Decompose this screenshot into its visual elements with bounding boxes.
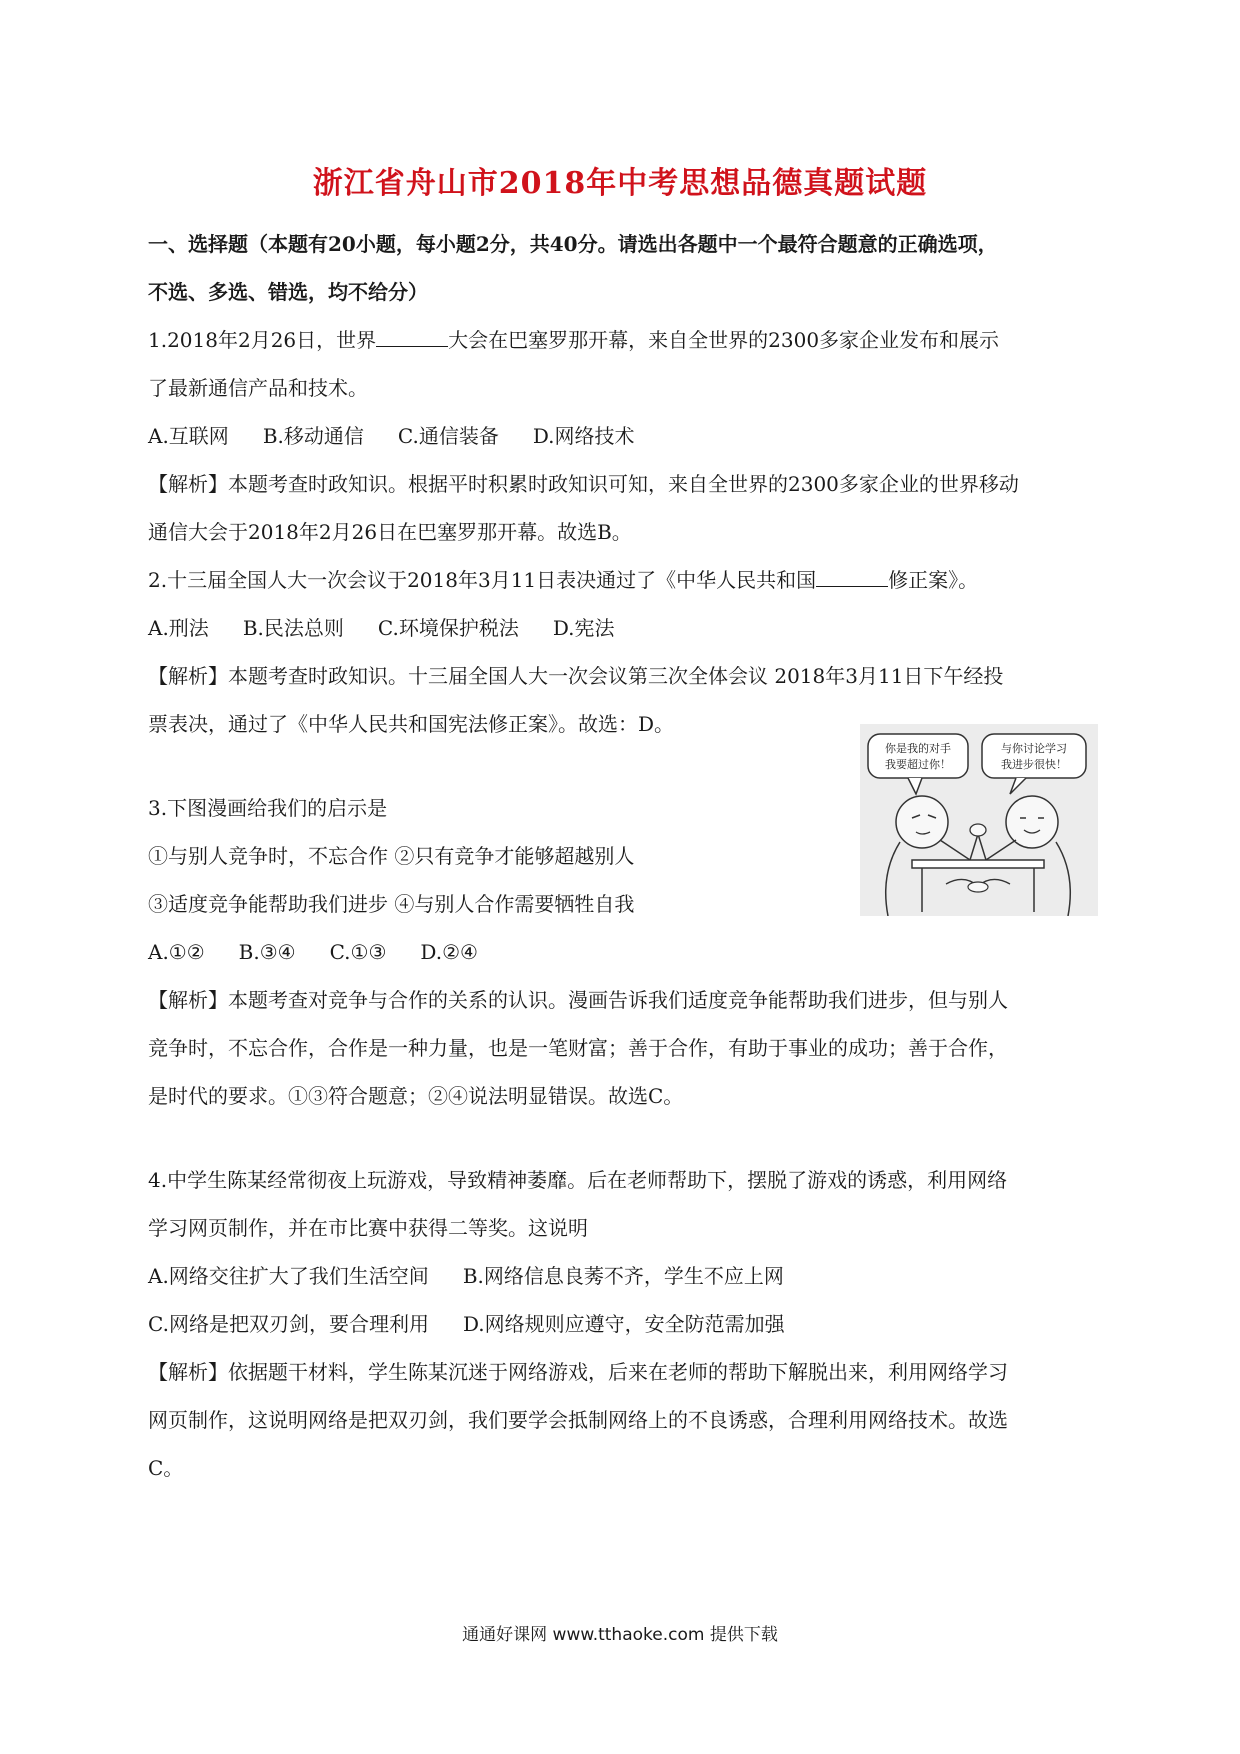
q3-option-b: B.③④ [238, 940, 296, 964]
q1-options [148, 412, 1098, 460]
spacer [148, 1120, 1098, 1156]
q1-option-b: B.移动通信 [262, 424, 364, 448]
q4-stem-line2: 学习网页制作，并在市比赛中获得二等奖。这说明 [148, 1216, 588, 1240]
q4-options-row2 [148, 1300, 1098, 1348]
q1-stem-part-a: 1.2018年2月26日，世界 [148, 328, 377, 352]
section-heading-line1: 一、选择题（本题有20小题，每小题2分，共40分。请选出各题中一个最符合题意的正确选项， [148, 232, 998, 256]
q2-option-b: B.民法总则 [242, 616, 344, 640]
section-heading-line2: 不选、多选、错选，均不给分） [148, 280, 428, 304]
q1-fill-blank [376, 326, 448, 347]
q4-option-a: A.网络交往扩大了我们生活空间 [148, 1264, 429, 1288]
q2-option-d: D.宪法 [552, 616, 615, 640]
q3-option-d: D.②④ [420, 940, 478, 964]
q3-items-line2: ③适度竞争能帮助我们进步 ④与别人合作需要牺牲自我 [148, 892, 635, 916]
q4-analysis-line1: 【解析】依据题干材料，学生陈某沉迷于网络游戏，后来在老师的帮助下解脱出来，利用网络学习 [148, 1360, 1008, 1384]
q2-fill-blank [816, 566, 888, 587]
q4-option-b: B.网络信息良莠不齐，学生不应上网 [462, 1264, 784, 1288]
question-2 [148, 556, 1098, 748]
q3-option-a: A.①② [148, 940, 205, 964]
q3-options [148, 928, 1098, 976]
q1-option-a: A.互联网 [148, 424, 229, 448]
section-heading [148, 220, 1098, 316]
page-footer: 通通好课网 www.tthaoke.com 提供下载 [462, 1625, 778, 1645]
q1-option-d: D.网络技术 [532, 424, 635, 448]
q1-stem-part-b: 大会在巴塞罗那开幕，来自全世界的2300多家企业发布和展示 [448, 328, 1000, 352]
q3-items-line1: ①与别人竞争时，不忘合作 ②只有竞争才能够超越别人 [148, 844, 635, 868]
document-body [148, 220, 1098, 1492]
q4-options-row1 [148, 1252, 1098, 1300]
cartoon-right-bubble-line1: 与你讨论学习 [1001, 742, 1067, 755]
q1-stem-line2: 了最新通信产品和技术。 [148, 376, 368, 400]
q1-stem-line1 [148, 316, 1098, 364]
cartoon-left-bubble-line2: 我要超过你！ [885, 758, 951, 771]
q2-stem-part-b: 修正案》。 [888, 568, 979, 592]
q2-options [148, 604, 1098, 652]
q3-stem: 3.下图漫画给我们的启示是 [148, 796, 388, 820]
q1-analysis-line1: 【解析】本题考查时政知识。根据平时积累时政知识可知，来自全世界的2300多家企业的世界移动 [148, 472, 1019, 496]
question-3 [148, 742, 1098, 1120]
q4-option-d: D.网络规则应遵守，安全防范需加强 [462, 1312, 785, 1336]
q2-analysis-line2: 票表决，通过了《中华人民共和国宪法修正案》。故选：D。 [148, 712, 675, 736]
q2-option-c: C.环境保护税法 [377, 616, 519, 640]
question-1 [148, 316, 1098, 556]
question-4 [148, 1156, 1098, 1492]
competition-cooperation-cartoon [860, 724, 1098, 916]
q1-analysis-line2: 通信大会于2018年2月26日在巴塞罗那开幕。故选B。 [148, 520, 632, 544]
q2-option-a: A.刑法 [148, 616, 209, 640]
q4-analysis-line3: C。 [148, 1456, 184, 1480]
q4-analysis-line2: 网页制作，这说明网络是把双刃剑，我们要学会抵制网络上的不良诱惑，合理利用网络技术。故选 [148, 1408, 1008, 1432]
q3-option-c: C.①③ [329, 940, 387, 964]
q2-analysis-line1: 【解析】本题考查时政知识。十三届全国人大一次会议第三次全体会议 2018年3月11日下午经投 [148, 664, 1004, 688]
q3-analysis-line3: 是时代的要求。①③符合题意；②④说法明显错误。故选C。 [148, 1084, 684, 1108]
q2-stem [148, 556, 1098, 604]
q4-stem-line1: 4.中学生陈某经常彻夜上玩游戏，导致精神萎靡。后在老师帮助下，摆脱了游戏的诱惑，利用网络 [148, 1168, 1008, 1192]
q1-option-c: C.通信装备 [397, 424, 499, 448]
cartoon-right-bubble-line2: 我进步很快！ [1001, 758, 1067, 771]
q2-stem-part-a: 2.十三届全国人大一次会议于2018年3月11日表决通过了《中华人民共和国 [148, 568, 817, 592]
document-title: 浙江省舟山市2018年中考思想品德真题试题 [312, 166, 928, 201]
q3-analysis-line2: 竞争时，不忘合作，合作是一种力量，也是一笔财富；善于合作，有助于事业的成功；善于合作， [148, 1036, 1008, 1060]
q3-analysis-line1: 【解析】本题考查对竞争与合作的关系的认识。漫画告诉我们适度竞争能帮助我们进步，但与别人 [148, 988, 1008, 1012]
cartoon-left-bubble-line1: 你是我的对手 [885, 742, 951, 755]
q4-option-c: C.网络是把双刃剑，要合理利用 [148, 1312, 429, 1336]
